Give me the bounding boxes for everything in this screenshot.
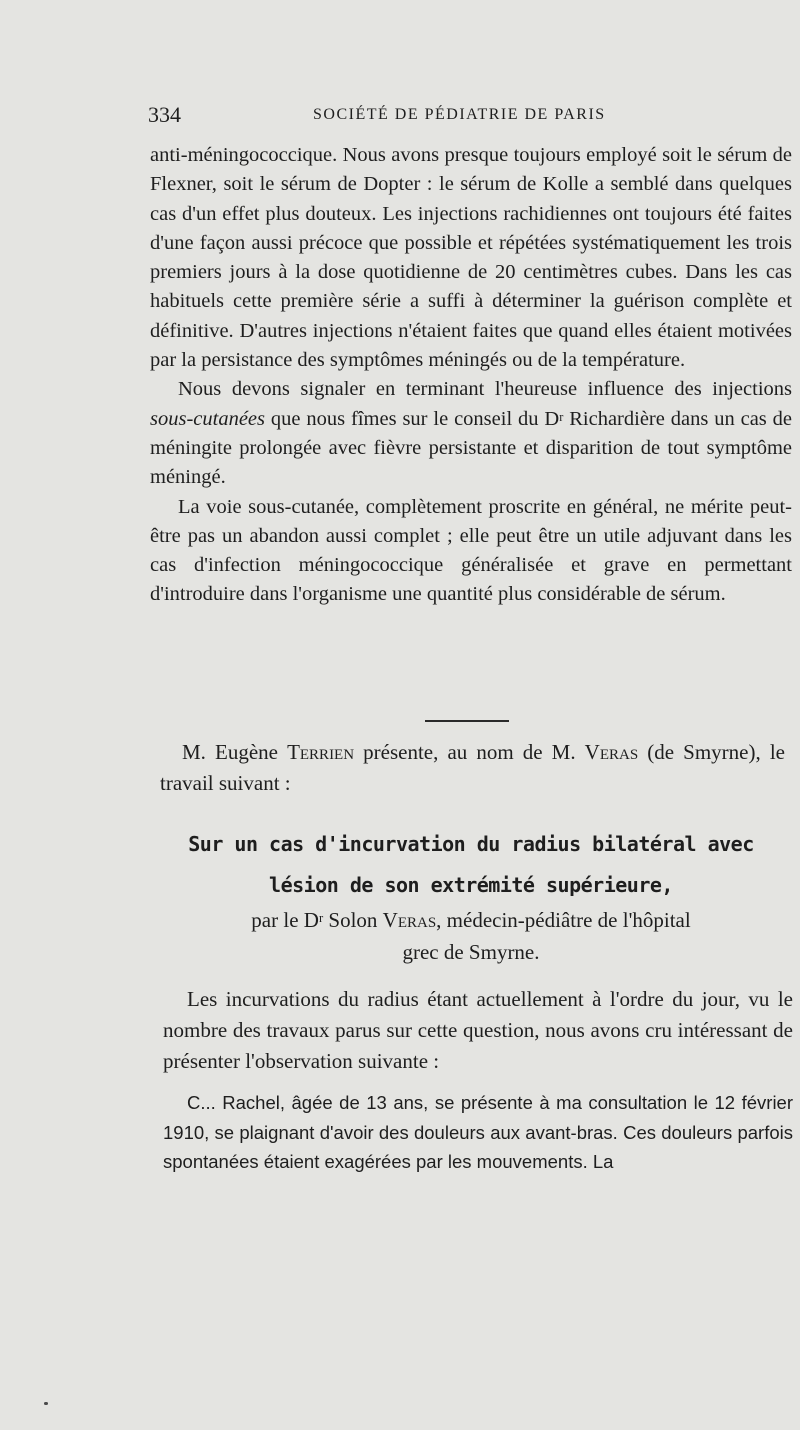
article-title-line: Sur un cas d'incurvation du radius bilatéral avec [188, 832, 754, 856]
paragraph: Les incurvations du radius étant actuellement à l'ordre du jour, vu le nombre des travaux parus sur cette question, nous avons cru intéressant de présenter l'observation suivante : [163, 987, 793, 1073]
superscript: r [318, 911, 324, 925]
presentation-intro [160, 737, 785, 799]
byline-line: grec de Smyrne. [402, 940, 540, 964]
page-number: 334 [148, 102, 181, 127]
section-divider [425, 720, 509, 722]
article-title [150, 824, 792, 906]
text-run: que nous fîmes sur le conseil du D [265, 407, 560, 430]
running-title: SOCIÉTÉ DE PÉDIATRIE DE PARIS [313, 106, 606, 123]
text-run: Nous devons signaler en terminant l'heureuse influence des injections [178, 378, 792, 401]
article-byline [150, 904, 792, 968]
body-text [150, 141, 792, 610]
paragraph: La voie sous-cutanée, complètement proscrite en général, ne mérite peut-être pas un abandon aussi complet ; elle peut être un utile adjuvant dans les cas d'infection méningococcique généralisée et grave en permettant d'introduire dans l'organisme une quantité plus considérable de sérum. [150, 495, 792, 606]
text-run: , médecin-pédiâtre de l'hôpital [436, 908, 691, 932]
print-speck [44, 1402, 48, 1405]
author-name: Veras [584, 740, 639, 764]
text-run: M. Eugène [182, 740, 288, 764]
text-run: présente, au nom de M. [354, 740, 585, 764]
article-title-line: lésion de son extrémité supérieure, [269, 873, 673, 897]
text-run: (de Smyrne), le travail suivant : [160, 740, 785, 795]
paragraph [160, 737, 785, 799]
text-run: par le D [251, 908, 319, 932]
paragraph: anti-méningococcique. Nous avons presque toujours employé soit le sérum de Flexner, soit le sérum de Dopter : le sérum de Kolle a semblé dans quelques cas d'un effet plus douteux. Les injections rachidiennes ont toujours été faites d'une façon aussi précoce que possible et répétées systématiquement les trois premiers jours à la dose quotidienne de 20 centimètres cubes. Dans les cas habituels cette première série a suffi à déterminer la guérison complète et définitive. D'autres injections n'étaient faites que quand elles étaient motivées par la persistance des symptômes méningés ou de la température. [150, 144, 792, 372]
italic-term: sous-cutanées [150, 407, 266, 430]
paragraph [150, 375, 792, 492]
paragraph: C... Rachel, âgée de 13 ans, se présente à ma consultation le 12 février 1910, se plaignant d'avoir des douleurs aux avant-bras. Ces douleurs parfois spontanées étaient exagérées par les mouvements. La [163, 1092, 793, 1172]
page-header [148, 102, 658, 132]
superscript: r [559, 409, 564, 424]
author-name: Veras [382, 908, 437, 932]
text-run: Solon [323, 908, 383, 932]
text-run: Richardière dans un cas de méningite prolongée avec fièvre persistante et disparition de tout symptôme méningé. [150, 407, 793, 489]
observation-text [163, 1088, 793, 1177]
lead-paragraph [163, 984, 793, 1077]
byline-line [150, 904, 792, 936]
presenter-name: Terrien [287, 740, 355, 764]
